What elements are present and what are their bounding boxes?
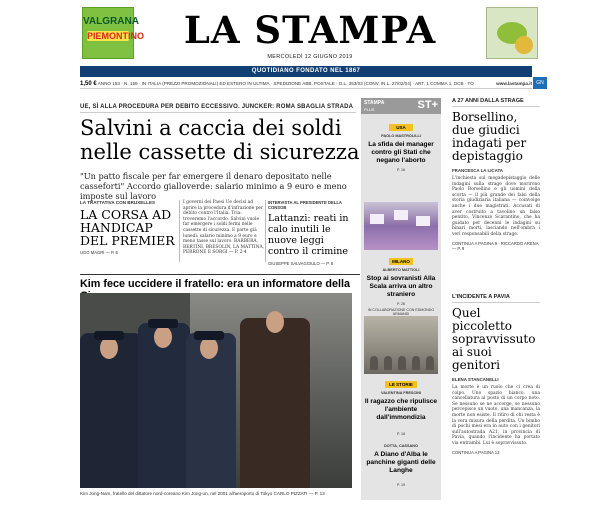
promo-box-right[interactable] (486, 7, 538, 59)
lead-body: I governi dei Paesi Ue decisi ad aprire la procedura d'infrazione per debito contro l'Italia. Tria: troveremo l'accordo. Salvini vuole far emergere i soldi fermi nelle cassette di sicurezza. E parte già lunedì: salario minimo a 9 euro e meno tasse sul lavoro. BARBERA, BERTINI, BRESOLIN, LA MATTINA, PERRONE E SORGI — P. 2-4 (183, 200, 265, 256)
price-bar (80, 79, 532, 89)
fruit-icon (515, 36, 533, 54)
tag-milano: MILANO (389, 258, 413, 265)
kim-headline[interactable]: Kim fece uccidere il fratello: era un informatore della (80, 274, 360, 302)
newspaper-logo[interactable]: LA STAMPA (183, 8, 437, 52)
website-link[interactable]: www.lastampa.it (496, 81, 532, 86)
borsellino-article[interactable] (452, 98, 540, 251)
sec3-headline[interactable]: Il ragazzo che ripulisce l'ambiente dall'immondizia (364, 398, 438, 421)
issue-date: MERCOLEDÌ 12 GIUGNO 2019 (267, 54, 353, 60)
consob-kicker: INTERVISTA AL PRESIDENTE DELLA CONSOB (268, 200, 342, 210)
promo-left-subtitle: PIEMONTINO (87, 31, 145, 41)
la-scala-image (364, 316, 438, 374)
sec1-headline[interactable]: La sfida dei manager contro gli Stati che negano l'aborto (368, 141, 434, 164)
borsellino-body: L'inchiesta sul megadepistaggio delle indagini sulla strage dove morirono Paolo Borsellino e gli uomini della scorta — il più grande dei falsi della storia giudiziaria italiana — coinvolge anche i due magistrati. Accusati di aver costruito a tavolino un falso pentito, Vincenzo Scarantino, che ha guidato per decenni le indagini su binari morti, lasciando nell'ombra i veri responsabili della strage. (452, 176, 540, 237)
kim-photo[interactable] (80, 293, 352, 488)
consob-article[interactable] (268, 200, 358, 266)
plus-line1: STAMPA (364, 100, 385, 106)
column-divider (265, 200, 266, 262)
stampa-plus-column (361, 98, 441, 500)
lead-headline[interactable]: Salvini a caccia dei soldi nelle cassette di sicurezza (80, 116, 360, 164)
promo-left-title: VALGRANA (83, 16, 139, 27)
arch (398, 356, 406, 370)
sec3-kicker: VALENTINA FRESCINI (380, 391, 422, 395)
pavia-article[interactable] (452, 294, 540, 455)
borsellino-kicker: A 27 ANNI DALLA STRAGE (452, 98, 540, 107)
premier-byline: UGO MAGRI — P. 6 (80, 250, 118, 255)
gn-badge: GN (533, 77, 547, 89)
placard (394, 210, 408, 220)
arch (426, 356, 434, 370)
photo-cap (194, 331, 224, 340)
pavia-continue[interactable]: CONTINUA A PAGINA 13 (452, 449, 500, 455)
edition-info: ANNO 153 · N. 159 · IN ITALIA (PREZZI PROMOZIONALI) ED ESTERO IN ULTIMA · SPEDIZIONE ABB. POSTALE · D.L. 353/03 (CONV. IN L. 27/02/04) · ART. 1 COMMA 1, DCB · TO (97, 81, 474, 86)
consob-headline[interactable]: Lattanzi: reati in calo inutili le nuove leggi contro il crimine (268, 213, 349, 257)
pavia-body: La morte è un ruolo che ci crea di colpo. Uno spazio bianco, una cancellatura al posto di un corpo noto. Se nessuno se ne accorge, se nessuno percepisce un vuoto, una mancanza, la morte non esiste. Il ritiro di chi resta è la vera misura della perdita. Un bimbo di pochi mesi era in auto con i genitori sull'autostrada A21, in provincia di Pavia, quando l'incidente ha portato via entrambi. Lui è sopravvissuto. (452, 385, 540, 446)
stampa-plus-header[interactable] (361, 98, 441, 114)
price: 1,50 € (80, 81, 97, 87)
pavia-headline[interactable]: Quel piccoletto sopravvissuto ai suoi genitori (452, 306, 536, 372)
pavia-kicker: L'INCIDENTE A PAVIA (452, 294, 540, 303)
photo-caption: Kim Jong-Nam, fratello del dittatore nord-coreano Kim Jong-un, nel 2001 all'aeroporto di Tokyo CARLO PIZZATI — P. 13 (80, 491, 325, 496)
plus-line2: PLUS (364, 107, 375, 112)
photo-face (100, 337, 118, 359)
abortion-protest-image (364, 202, 438, 250)
photo-kim-jong-nam (240, 318, 310, 488)
premier-kicker: LA TRATTATIVA CON BRUXELLES (80, 200, 156, 205)
placard (416, 216, 430, 226)
founded-bar: QUOTIDIANO FONDATO NEL 1867 (80, 66, 532, 77)
photo-cap (94, 331, 124, 340)
column-divider (179, 200, 180, 262)
lead-subhead: "Un patto fiscale per far emergere il denaro depositato nelle casseforti" Accordo gialloverde: salario minimo a 9 euro e meno imposte sul lavoro (80, 171, 347, 201)
pavia-byline: ELENA STANCANELLI (452, 377, 499, 382)
sec3-page: P. 18 (397, 432, 405, 436)
photo-face (200, 337, 218, 359)
sec4-headline[interactable]: A Diano d'Alba le panchine giganti delle Langhe (366, 451, 436, 474)
sec2-page: P. 26 (397, 302, 405, 306)
sec2-kicker: ALBERTO MATTIOLI (382, 268, 420, 272)
borsellino-headline[interactable]: Borsellino, due giudici indagati per depistaggio (452, 110, 527, 163)
lead-kicker: UE, SÌ ALLA PROCEDURA PER DEBITO ECCESSIVO. JUNCKER: ROMA SBAGLIA STRADA (80, 104, 356, 113)
arch (384, 356, 392, 370)
tag-usa: USA (389, 124, 413, 131)
premier-article[interactable] (80, 200, 175, 255)
consob-byline: GIUSEPPE SALVAGGIULO — P. 8 (268, 261, 334, 266)
borsellino-byline: FRANCESCA LA LICATA (452, 168, 503, 173)
photo-face (266, 311, 284, 333)
arch (370, 356, 378, 370)
tag-le-storie: LE STORIE (385, 381, 417, 388)
premier-headline[interactable]: LA CORSA AD HANDICAP DEL PREMIER (80, 207, 175, 248)
sec2-headline[interactable]: Stop ai sovranisti Alla Scala arriva un altro straniero (366, 275, 436, 298)
sec4-kicker: DOTTA, CASSANO (384, 444, 418, 448)
sec2-partner: IN COLLABORAZIONE CON EDMONDO ARMANDI (367, 308, 435, 316)
borsellino-continue[interactable]: CONTINUA A PAGINA 9 · RICCARDO ARENA — P. 9 (452, 240, 539, 251)
promo-box-left[interactable] (82, 7, 145, 59)
sec1-page: P. 16 (397, 168, 405, 172)
photo-cap (148, 319, 178, 328)
sec4-page: P. 19 (397, 483, 405, 487)
sec1-kicker: PAOLO MASTROLILLI (381, 134, 421, 138)
placard (370, 214, 384, 224)
photo-face (154, 326, 172, 348)
st-plus-logo: ST+ (417, 99, 438, 111)
arch (412, 356, 420, 370)
